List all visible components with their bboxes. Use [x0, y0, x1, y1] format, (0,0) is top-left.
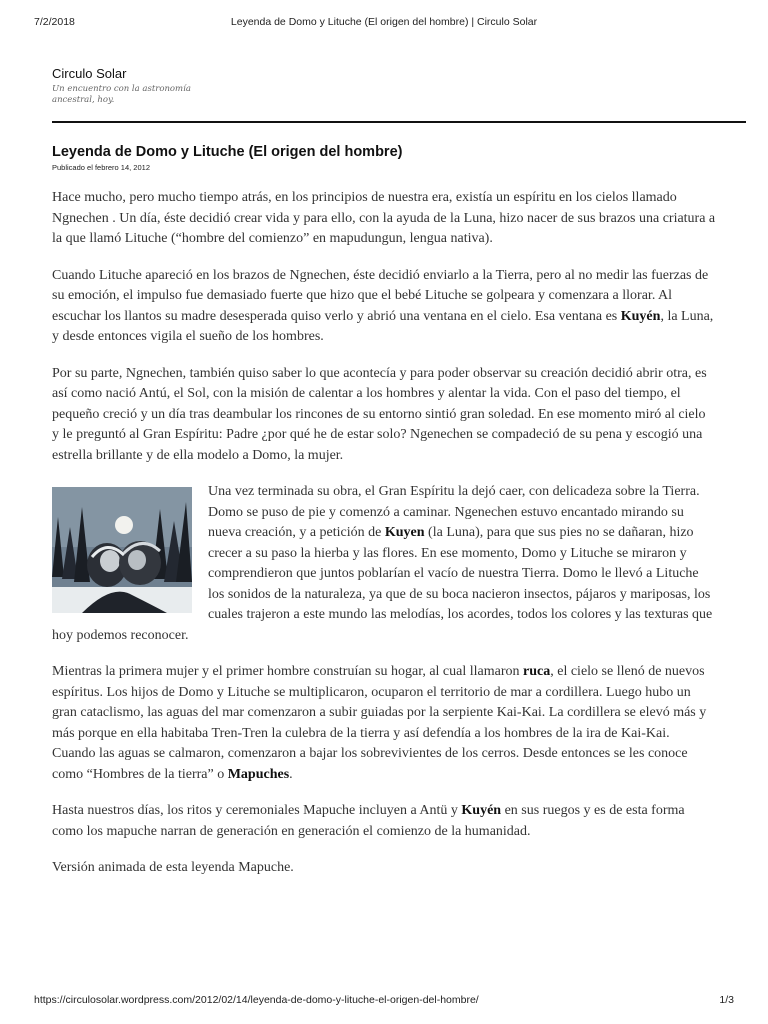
kuyen-link[interactable]: Kuyen — [384, 525, 425, 540]
paragraph-1: Hace mucho, pero mucho tiempo atrás, en los principios de nuestra era, existía un espíritu en los cielos llamado Ngnechen . Un día, éste decidió crear vida y para ello, con la ayuda de la Luna, hizo nacer de sus brazos una criatura a la que llamó Lituche (“hombre del comienzo” en mapudungun, lengua nativa). — [52, 190, 716, 246]
text-span: en sus ruegos y es de esta forma como los mapuche narran de generación en generación el comienzo de la humanidad. — [52, 803, 685, 839]
site-header — [52, 66, 252, 106]
print-date: 7/2/2018 — [34, 16, 75, 28]
text-span: Cuando Lituche apareció en los brazos de Ngnechen, éste decidió enviarlo a la Tierra, pero al no medir las fuerzas de su emoción, el impulso fue demasiado fuerte que hizo que el bebé Lituche se golpeara y comenzara a llorar. Al escuchar los llantos su madre desesperada quiso verlo y abrió una ventana en el cielo. Esa ventana es — [52, 267, 709, 324]
header-divider — [52, 121, 746, 123]
paragraph-3: Por su parte, Ngnechen, también quiso saber lo que acontecía y para poder observar su creación decidió abrir otra, es así como nació Antú, el Sol, con la misión de calentar a los hombres y alentar la vida. Con el paso del tiempo, el pequeño creció y un día tras deambular los rincones de su entorno sintió gran soledad. En ese momento miró al cielo y le preguntó al Gran Espíritu: Padre ¿por qué he de estar solo? Ngenechen se compadeció de su pena y escogió una estrella brillante y de ella modelo a Domo, la mujer. — [52, 365, 707, 463]
paragraph-5 — [52, 662, 716, 785]
text-span: Una vez terminada su obra, el Gran Espíritu la dejó caer, con delicadeza sobre la Tierra. Domo se puso de pie y comenzó a caminar. Ngenechen estuvo encantado mirando su nueva creación, y a petición de — [208, 484, 700, 540]
print-page-number: 1/3 — [719, 994, 734, 1006]
paragraph-2 — [52, 266, 716, 348]
text-span: Hasta nuestros días, los ritos y ceremoniales Mapuche incluyen a Antü y — [52, 803, 462, 818]
post-title[interactable]: Leyenda de Domo y Lituche (El origen del hombre) — [52, 144, 403, 160]
text-span: (la Luna), para que sus pies no se dañaran, hizo crecer a su paso la hierba y las flores. En ese momento, Domo y Lituche se miraron y comprendieron que juntos poblarían el vacío de nuestra Tierra. Domo le llevó a Lituche los sonidos de la naturaleza, ya que de su boca nacieron insectos, pájaros y mariposas, los cuales trajeron a este mundo las melodías, los acordes, todos los colores y las texturas que hoy podemos reconocer. — [52, 525, 713, 643]
text-span: , la Luna, y desde entonces vigila el sueño de los hombres. — [52, 308, 714, 344]
print-page-title: Leyenda de Domo y Lituche (El origen del hombre) | Circulo Solar — [230, 16, 538, 28]
domo-lituche-illustration-icon — [52, 487, 192, 613]
print-header — [34, 16, 734, 30]
domo-lituche-image[interactable] — [52, 487, 192, 613]
text-span: Mientras la primera mujer y el primer hombre construían su hogar, al cual llamaron — [52, 664, 524, 679]
site-title[interactable]: Circulo Solar — [52, 66, 127, 81]
text-span: . — [289, 766, 293, 782]
text-span: , el cielo se llenó de nuevos espíritus. Los hijos de Domo y Lituche se multiplicaron, ocuparon el territorio de mar a cordillera. Luego hubo un gran cataclismo, las aguas del mar comenzaron a subir guiadas por la serpiente Kai-Kai. La cordillera se elevó más y más porque en ella habitaba Tren-Tren la culebra de la tierra y así defendía a los hombres de la ira de Kai-Kai. Cuando las aguas se calmaron, comenzaron a bajar los sobrevivientes de los cerros. Desde entonces se les conoce como “Hombres de la tierra” o — [52, 664, 707, 782]
print-footer — [34, 994, 734, 1008]
post — [52, 144, 716, 895]
mapuches-bold: Mapuches — [227, 766, 290, 782]
paragraph-6 — [52, 801, 716, 842]
paragraph-4 — [52, 482, 716, 646]
paragraph-7: Versión animada de esta leyenda Mapuche. — [52, 860, 294, 875]
kuyen-link[interactable]: Kuyén — [461, 803, 502, 818]
ruca-bold: ruca — [523, 664, 551, 679]
post-content — [52, 188, 716, 879]
post-date: Publicado el febrero 14, 2012 — [52, 163, 150, 172]
site-description: Un encuentro con la astronomía ancestral, hoy. — [52, 84, 191, 105]
print-url[interactable]: https://circulosolar.wordpress.com/2012/02/14/leyenda-de-domo-y-lituche-el-origen-del-hombre/ — [34, 994, 479, 1006]
kuyen-link[interactable]: Kuyén — [620, 308, 661, 324]
